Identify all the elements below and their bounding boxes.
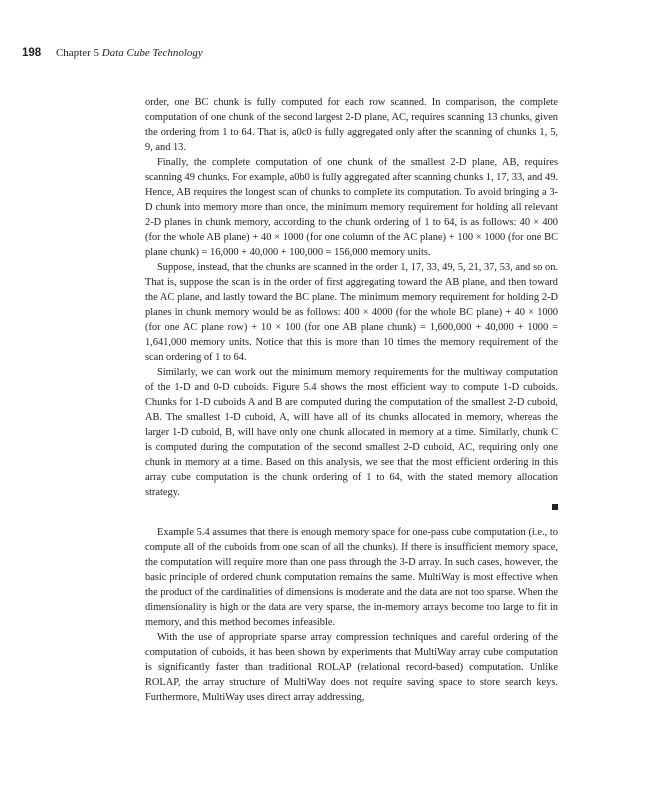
example-end [145,500,558,510]
chapter-title: Data Cube Technology [101,47,203,59]
page-number: 198 [22,47,42,59]
paragraph: Example 5.4 assumes that there is enough memory space for one-pass cube computation (i.e., to compute all of the cuboids from one scan of all the chunks). If there is insufficient memory space, the computation will require more than one pass through the 3-D array. In such cases, however, the basic principle of ordered chunk computation remains the same. MultiWay is most effective when the product of the cardinalities of dimensions is moderate and the data are not too sparse. When the dimensionality is high or the data are very sparse, the in-memory arrays become too large to fit in memory, and this method becomes infeasible. [145,527,558,628]
paragraph: Suppose, instead, that the chunks are scanned in the order 1, 17, 33, 49, 5, 21, 37, 53, and so on. That is, suppose the scan is in the order of first aggregating toward the AB plane, and then toward the AC plane, and lastly toward the BC plane. The minimum memory requirement for holding 2-D planes in chunk memory would be as follows: 400 × 4000 (for the whole BC plane) + 40 × 1000 (for one AC plane row) + 10 × 100 (for one AB plane chunk) = 1,600,000 + 40,000 + 1000 = 1,641,000 memory units. Notice that this is more than 10 times the memory requirement of the scan ordering of 1 to 64. [145,262,558,363]
chapter-label: Chapter 5 [55,47,100,59]
paragraph: Finally, the complete computation of one chunk of the smallest 2-D plane, AB, requires scanning 49 chunks. For example, a0b0 is fully aggregated after scanning chunks 1, 17, 33, and 49. Hence, AB requires the longest scan of chunks to complete its computation. To avoid bringing a 3-D chunk into memory more than once, the minimum memory requirement for holding all relevant 2-D planes in chunk memory, according to the chunk ordering of 1 to 64, is as follows: 40 × 400 (for the whole AB plane) + 40 × 1000 (for one column of the AC plane) + 100 × 1000 (for one BC plane chunk) = 16,000 + 40,000 + 100,000 = 156,000 memory units. [145,157,558,258]
paragraph: With the use of appropriate sparse array compression techniques and careful ordering of the computation of cuboids, it has been shown by experiments that MultiWay array cube computation is significantly faster than traditional ROLAP (relational record-based) computation. Unlike ROLAP, the array structure of MultiWay does not require saving space to store search keys. Furthermore, MultiWay uses direct array addressing, [145,632,558,703]
paragraph: Similarly, we can work out the minimum memory requirements for the multiway computation of the 1-D and 0-D cuboids. Figure 5.4 shows the most efficient way to compute 1-D cuboids. Chunks for 1-D cuboids A and B are computed during the computation of the smallest 2-D cuboid, AB. The smallest 1-D cuboid, A, will have all of its chunks allocated in memory, whereas the larger 1-D cuboid, B, will have only one chunk allocated in memory at a time. Similarly, chunk C is computed during the computation of the second smallest 2-D cuboid, AC, requiring only one chunk in memory at a time. Based on this analysis, we see that the most efficient ordering in this array cube computation is the chunk ordering of 1 to 64, with the stated memory allocation strategy. [145,367,558,498]
running-header [22,47,203,59]
page-body [145,95,558,705]
end-of-example-icon [552,504,558,510]
paragraph: order, one BC chunk is fully computed for each row scanned. In comparison, the complete computation of one chunk of the second largest 2-D plane, AC, requires scanning 13 chunks, given the ordering from 1 to 64. That is, a0c0 is fully aggregated only after the scanning of chunks 1, 5, 9, and 13. [145,97,558,153]
